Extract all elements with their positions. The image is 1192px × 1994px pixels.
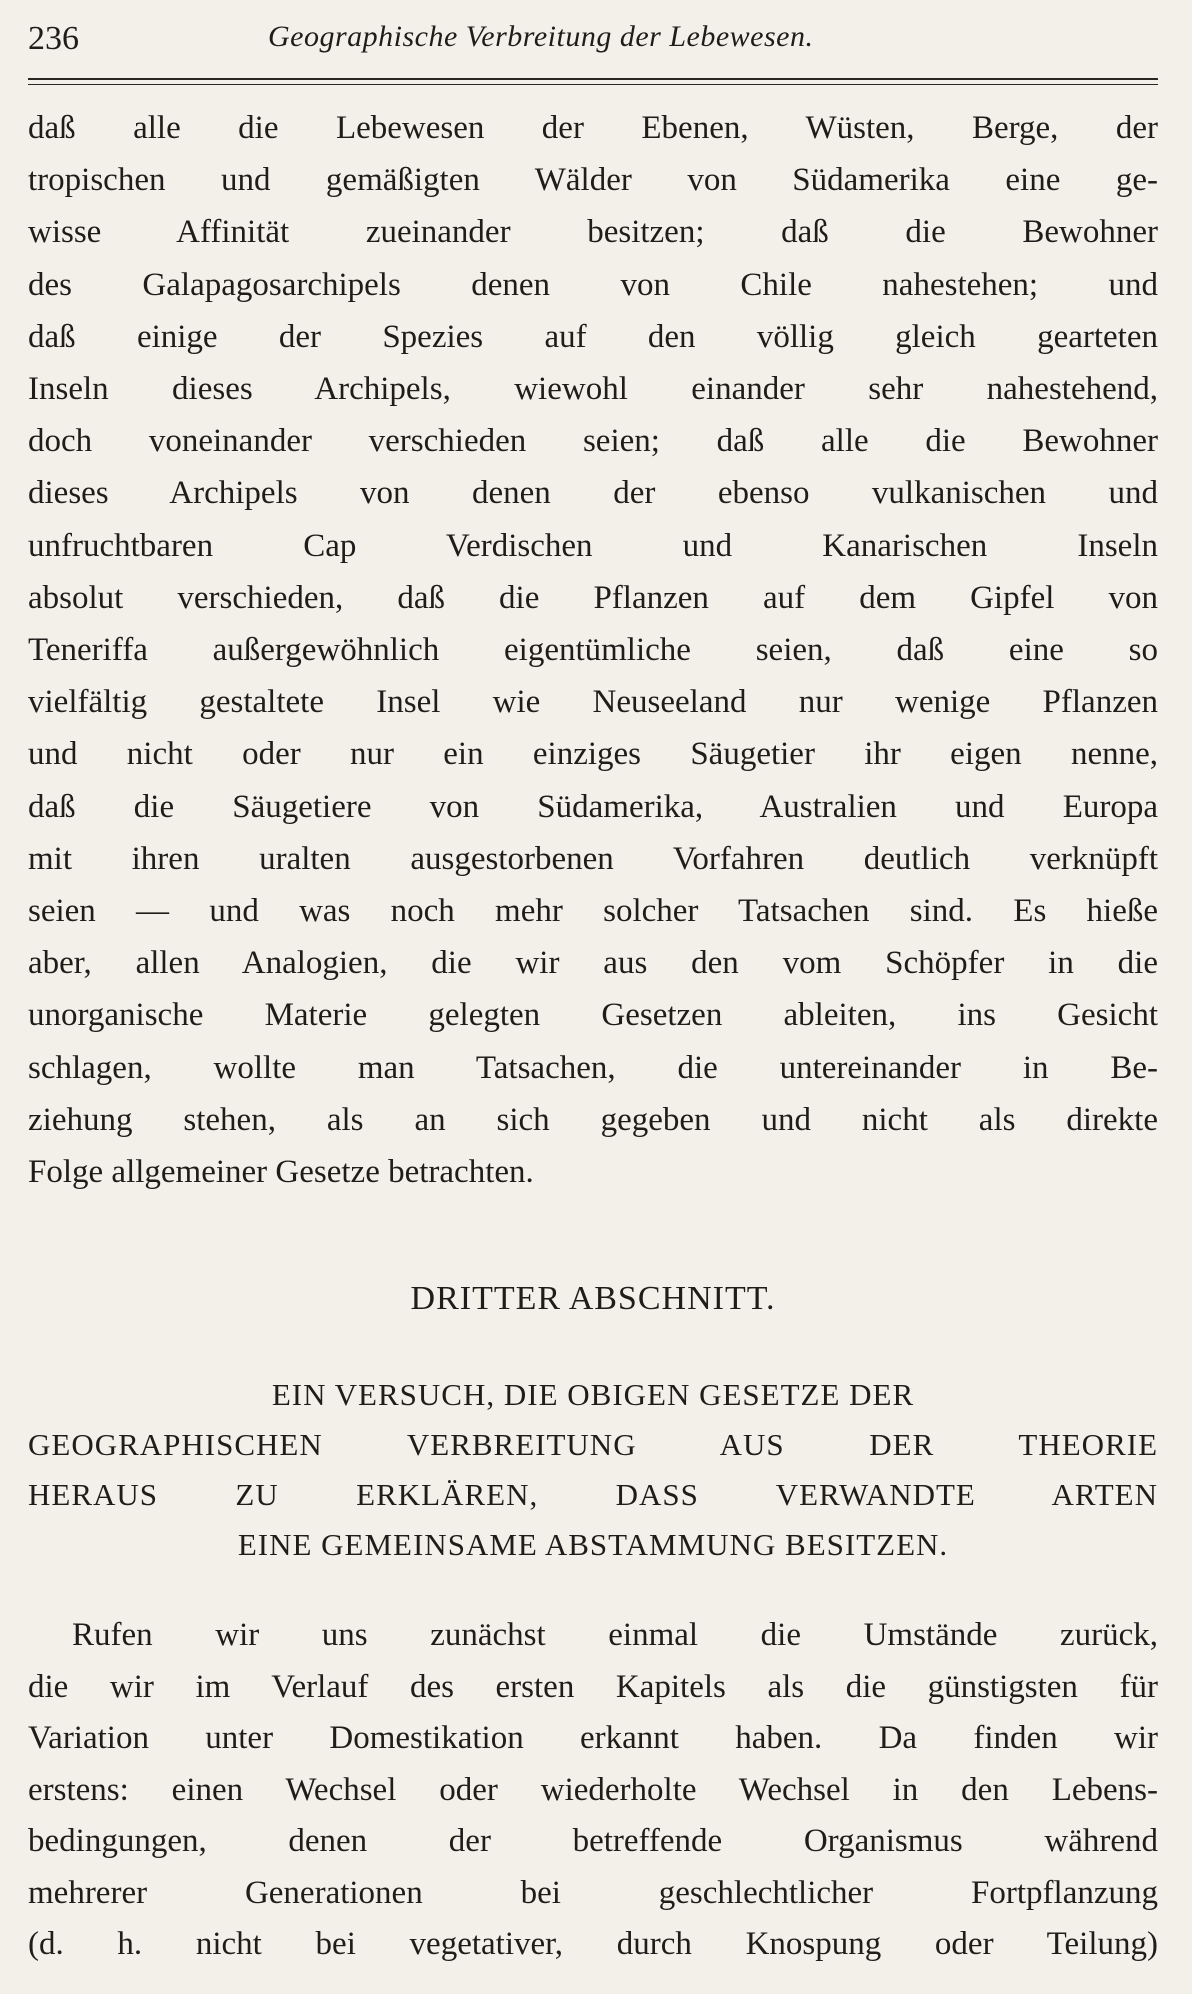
text-line: vielfältig gestaltete Insel wie Neuseeland nur wenige Pflanzen — [28, 684, 1158, 721]
header-rule — [28, 78, 1158, 85]
text-line: Inseln dieses Archipels, wiewohl einander sehr nahestehend, — [28, 371, 1158, 408]
text-line: mehrerer Generationen bei geschlechtlicher Fortpflanzung — [28, 1874, 1158, 1911]
text-line: die wir im Verlauf des ersten Kapitels als die günstigsten für — [28, 1668, 1158, 1705]
heading-line: GEOGRAPHISCHEN VERBREITUNG AUS DER THEORIE — [28, 1427, 1158, 1462]
text-line: unorganische Materie gelegten Gesetzen ableiten, ins Gesicht — [28, 997, 1158, 1034]
text-line: mit ihren uralten ausgestorbenen Vorfahren deutlich verknüpft — [28, 840, 1158, 877]
text-line: aber, allen Analogien, die wir aus den vom Schöpfer in die — [28, 945, 1158, 982]
running-title: Geographische Verbreitung der Lebewesen. — [268, 20, 814, 53]
text-line: wisse Affinität zueinander besitzen; daß die Bewohner — [28, 214, 1158, 251]
text-line: absolut verschieden, daß die Pflanzen auf dem Gipfel von — [28, 579, 1158, 616]
text-line: daß die Säugetiere von Südamerika, Australien und Europa — [28, 788, 1158, 825]
chapter-heading — [28, 1370, 1158, 1570]
text-line: bedingungen, denen der betreffende Organismus während — [28, 1823, 1158, 1859]
text-line: Variation unter Domestikation erkannt haben. Da finden wir — [28, 1720, 1158, 1756]
book-page — [28, 0, 1158, 1994]
text-line: erstens: einen Wechsel oder wiederholte Wechsel in den Lebens- — [28, 1771, 1158, 1808]
text-line: und nicht oder nur ein einziges Säugetier ihr eigen nenne, — [28, 736, 1158, 773]
text-line: des Galapagosarchipels denen von Chile nahestehen; und — [28, 266, 1158, 303]
page-number: 236 — [28, 20, 79, 57]
text-line: Teneriffa außergewöhnlich eigentümliche seien, daß eine so — [28, 632, 1158, 669]
text-line: doch voneinander verschieden seien; daß alle die Bewohner — [28, 423, 1158, 460]
heading-line: HERAUS ZU ERKLÄREN, DASS VERWANDTE ARTEN — [28, 1477, 1158, 1512]
text-line: unfruchtbaren Cap Verdischen und Kanarischen Inseln — [28, 527, 1158, 564]
text-line: tropischen und gemäßigten Wälder von Südamerika eine ge- — [28, 162, 1158, 199]
text-line: (d. h. nicht bei vegetativer, durch Knospung oder Teilung) — [28, 1926, 1158, 1962]
text-line: Folge allgemeiner Gesetze betrachten. — [28, 1154, 534, 1191]
running-head — [28, 20, 1158, 70]
paragraph-1 — [28, 102, 1158, 1198]
text-line: daß einige der Spezies auf den völlig gleich gearteten — [28, 318, 1158, 355]
text-line: daß alle die Lebewesen der Ebenen, Wüsten, Berge, der — [28, 110, 1158, 146]
text-line: Rufen wir uns zunächst einmal die Umstände zurück, — [72, 1617, 1158, 1653]
text-line: schlagen, wollte man Tatsachen, die untereinander in Be- — [28, 1049, 1158, 1086]
text-line: seien — und was noch mehr solcher Tatsachen sind. Es hieße — [28, 893, 1158, 930]
section-title: DRITTER ABSCHNITT. — [410, 1280, 776, 1317]
heading-line: EIN VERSUCH, DIE OBIGEN GESETZE DER — [271, 1377, 915, 1412]
text-line: ziehung stehen, als an sich gegeben und nicht als direkte — [28, 1101, 1158, 1138]
text-line: dieses Archipels von denen der ebenso vulkanischen und — [28, 475, 1158, 512]
heading-line: EINE GEMEINSAME ABSTAMMUNG BESITZEN. — [237, 1527, 949, 1562]
paragraph-2 — [28, 1610, 1158, 1971]
